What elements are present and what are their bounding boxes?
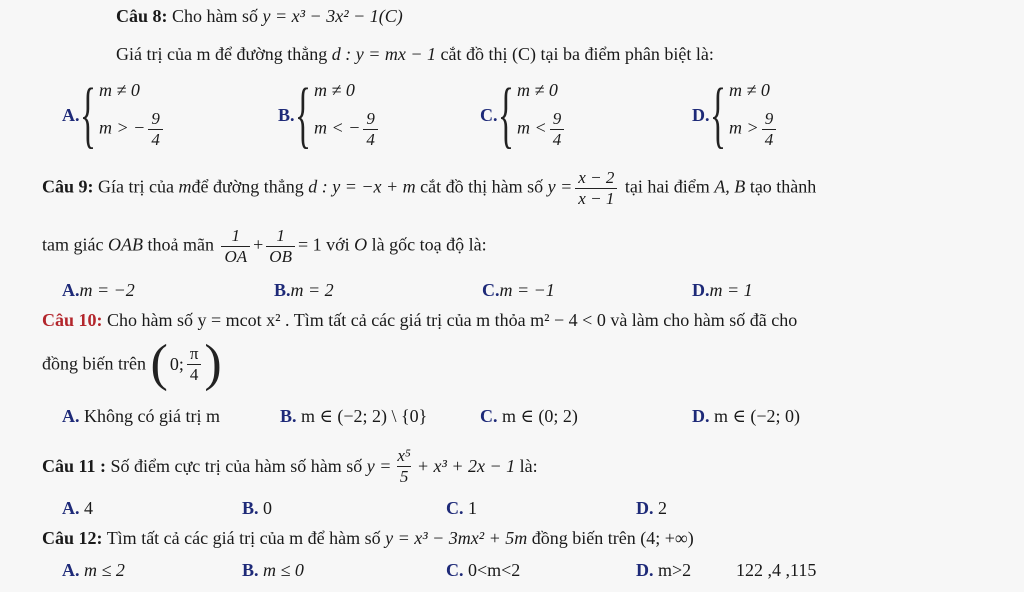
q12-option-d[interactable]: D. m>2 [636, 560, 692, 580]
q9-text6: tam giác [42, 234, 108, 255]
q8-text: Cho hàm số [167, 6, 263, 26]
q10-option-c[interactable]: C. m ∈ (0; 2) [480, 406, 578, 426]
q9-option-b[interactable]: B.m = 2 [274, 280, 334, 300]
q11-label: Câu 11 : [42, 456, 107, 476]
q12-label: Câu 12: [42, 528, 103, 548]
condition-bottom: m > $\frac{9}{4}$ [729, 109, 779, 150]
q9-label: Câu 9: [42, 176, 94, 197]
q9-func-prefix: y = [547, 176, 573, 197]
q8-text3: cắt đồ thị (C) tại ba điểm phân biệt là: [435, 44, 714, 64]
brace-icon: { [709, 74, 726, 156]
q12-interval: (4; +∞) [640, 528, 694, 548]
q11-text: Số điểm cực trị của hàm số hàm số [106, 456, 367, 476]
brace-icon: { [497, 74, 514, 156]
condition-bottom: m < $\frac{9}{4}$ [517, 109, 567, 150]
q9-line2 [42, 226, 487, 267]
q12-option-b[interactable]: B. m ≤ 0 [242, 560, 304, 580]
q8-option-c[interactable] [480, 74, 567, 156]
q9-text4: tại hai điểm [620, 176, 715, 197]
q11-func-prefix: y = [366, 456, 392, 476]
brace-icon: { [79, 74, 96, 156]
q9-origin: O [354, 234, 368, 255]
q10-option-b[interactable]: B. m ∈ (−2; 2) \ {0} [280, 406, 428, 426]
q11-function-fraction: $\frac{\text{x⁵}}{5}$ [397, 446, 411, 486]
q9-option-d[interactable]: D.m = 1 [692, 280, 753, 300]
q9-text8: với [321, 234, 355, 255]
q9-equals: = 1 [297, 234, 322, 255]
q8-line-d: d : y = mx − 1 [331, 44, 436, 64]
q9-plus: + [253, 234, 264, 255]
q11-option-d[interactable]: D. 2 [636, 498, 667, 518]
q12-option-c[interactable]: C. 0<m<2 [446, 560, 521, 580]
q9-text9: là gốc toạ độ là: [367, 234, 487, 255]
q10-text: Cho hàm số y = mcot x² . Tìm tất cả các giá trị của m thỏa m² − 4 < 0 và làm cho hàm số đã cho [102, 310, 798, 330]
option-label: A. [62, 104, 80, 125]
q9-line-d: d : y = −x + m [308, 176, 416, 197]
q9-line1 [42, 168, 816, 209]
q12-function: y = x³ − 3mx² + 5m [385, 528, 528, 548]
q9-text7: thoả mãn [142, 234, 219, 255]
q8-label: Câu 8: [116, 6, 168, 26]
q11-text2: là: [515, 456, 538, 476]
q9-text5: tạo thành [745, 176, 817, 197]
condition-bottom: m > − $\frac{9}{4}$ [99, 109, 166, 150]
q8-option-a[interactable] [62, 74, 166, 156]
q9-text2: để đường thẳng [191, 176, 309, 197]
q8-option-d[interactable] [692, 74, 779, 156]
q10-line2 [42, 335, 222, 392]
q9-oab: OAB [107, 234, 143, 255]
q11-option-a[interactable]: A. 4 [62, 498, 93, 518]
q10-interval: ( 0; $\frac{\pi}{4}$ ) [150, 335, 222, 392]
condition-top: m ≠ 0 [99, 80, 140, 100]
q9-text: Gía trị của [93, 176, 179, 197]
q11-func-suffix: + x³ + 2x − 1 [416, 456, 516, 476]
condition-top: m ≠ 0 [517, 80, 558, 100]
q12-text: Tìm tất cả các giá trị của m để hàm số [102, 528, 386, 548]
q8-line1 [116, 6, 403, 27]
q9-text3: cắt đồ thị hàm số [415, 176, 548, 197]
q12-line1 [42, 528, 694, 549]
option-label: B. [278, 104, 295, 125]
q9-function-fraction: $\frac{x - 2}{x - 1}$ [575, 168, 617, 209]
condition-bottom: m < − $\frac{9}{4}$ [314, 109, 381, 150]
q9-fraction-ob: $\frac{1}{OB}$ [266, 226, 295, 267]
q9-option-c[interactable]: C.m = −1 [482, 280, 555, 300]
q10-text2: đồng biến trên [42, 353, 151, 374]
q11-option-b[interactable]: B. 0 [242, 498, 273, 518]
q10-label: Câu 10: [42, 310, 103, 330]
brace-icon: { [294, 74, 311, 156]
option-label: C. [480, 104, 498, 125]
q9-points: A, B [714, 176, 746, 197]
q12-option-a[interactable]: A. m ≤ 2 [62, 560, 125, 580]
q8-line2 [116, 44, 714, 65]
q8-text2: Giá trị của m để đường thẳng [116, 44, 332, 64]
q10-line1 [42, 310, 797, 331]
q8-option-b[interactable] [278, 74, 381, 156]
q12-note: 122 ,4 ,115 [736, 560, 817, 580]
q8-function: y = x³ − 3x² − 1(C) [262, 6, 403, 26]
q9-m: m [178, 176, 192, 197]
q12-text2: đồng biến trên [527, 528, 641, 548]
condition-top: m ≠ 0 [314, 80, 355, 100]
q11-option-c[interactable]: C. 1 [446, 498, 477, 518]
q11-line1 [42, 446, 538, 487]
option-label: D. [692, 104, 710, 125]
q9-fraction-oa: $\frac{1}{OA}$ [221, 226, 250, 267]
q9-option-a[interactable]: A.m = −2 [62, 280, 135, 300]
condition-top: m ≠ 0 [729, 80, 770, 100]
q10-option-a[interactable]: A. Không có giá trị m [62, 406, 220, 426]
q10-option-d[interactable]: D. m ∈ (−2; 0) [692, 406, 800, 426]
